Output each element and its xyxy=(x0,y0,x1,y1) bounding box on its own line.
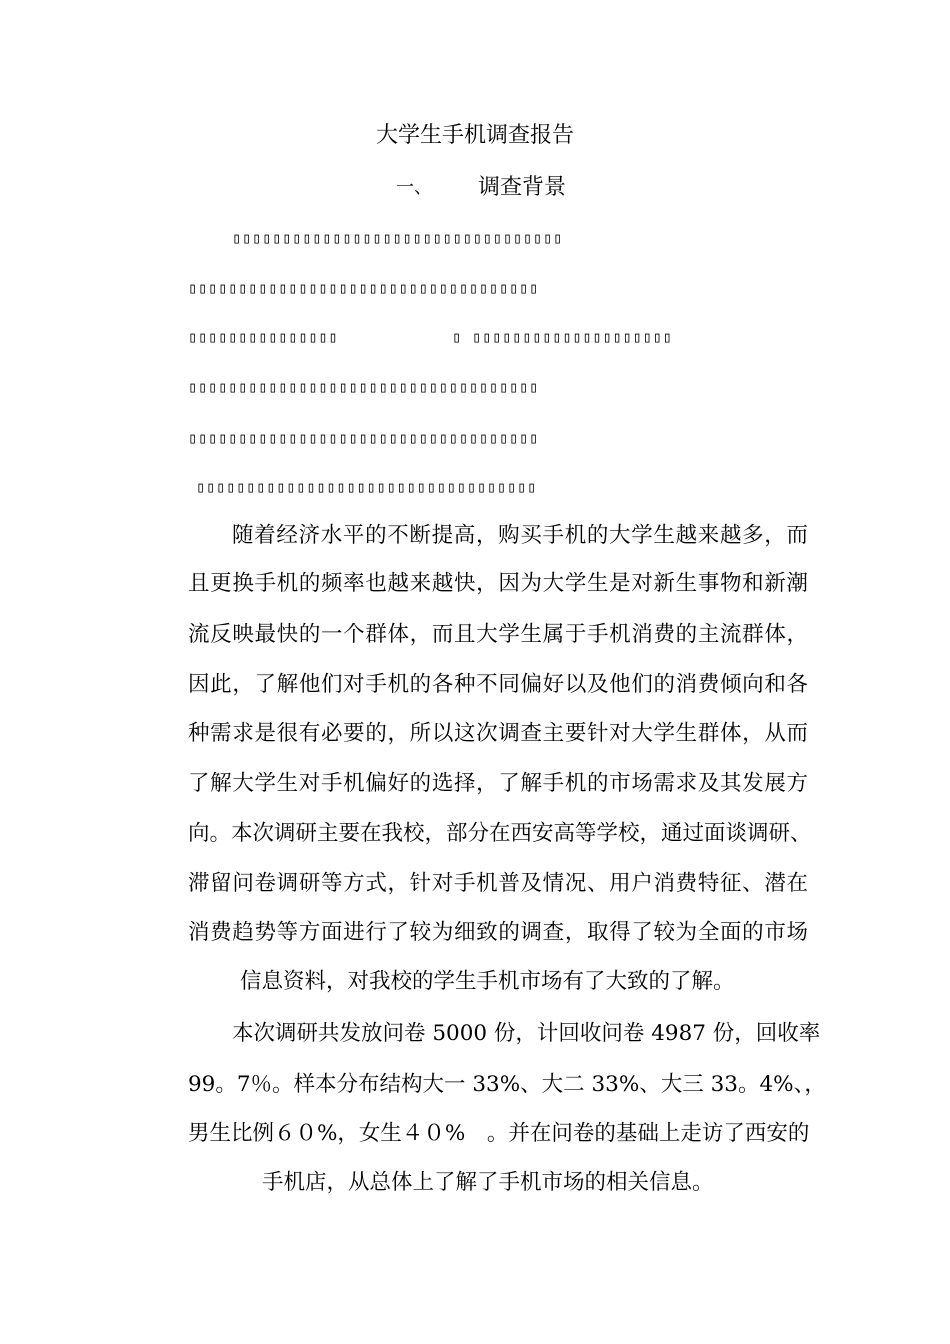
paragraph-line: 种需求是很有必要的，所以这次调查主要针对大学生群体，从而 xyxy=(188,721,808,746)
paragraph-line: 了解大学生对手机偏好的选择，了解手机的市场需求及其发展方 xyxy=(188,771,808,796)
section-number: 一、 xyxy=(396,177,432,198)
paragraph-line: 男生比例６０%，女生４０% 。并在问卷的基础上走访了西安的 xyxy=(188,1121,810,1146)
paragraph-line: 滞留问卷调研等方式，针对手机普及情况、用户消费特征、潜在 xyxy=(188,871,808,896)
paragraph-line: 信息资料，对我校的学生手机市场有了大致的了解。 xyxy=(240,969,735,994)
paragraph-line: 消费趋势等方面进行了较为细致的调查，取得了较为全面的市场 xyxy=(188,920,808,945)
garbled-line: ▯▯▯▯▯▯▯▯▯▯▯▯▯▯▯▯▯▯▯▯▯▯▯▯▯▯▯▯▯▯▯▯▯▯▯ xyxy=(188,429,540,447)
section-title: 调查背景 xyxy=(478,175,567,200)
garbled-line: ▯▯▯▯▯▯▯▯▯▯▯▯▯▯▯▯▯▯▯▯▯▯▯▯▯▯▯▯▯▯▯▯▯▯▯ xyxy=(188,279,540,297)
paragraph-line: 流反映最快的一个群体，而且大学生属于手机消费的主流群体， xyxy=(188,622,808,647)
paragraph-line: 随着经济水平的不断提高，购买手机的大学生越来越多，而 xyxy=(232,523,808,548)
garbled-line: ▯▯▯▯▯▯▯▯▯▯▯▯▯▯▯▯▯▯▯▯▯▯▯▯▯▯▯▯▯▯▯▯▯▯ xyxy=(196,478,538,496)
garbled-line: ▯▯▯▯▯▯▯▯▯▯▯▯▯▯▯▯▯▯▯▯▯▯▯▯▯▯▯▯▯▯▯▯▯▯▯ xyxy=(188,378,540,396)
paragraph-line: 因此，了解他们对手机的各种不同偏好以及他们的消费倾向和各 xyxy=(188,672,808,697)
paragraph-line: 本次调研共发放问卷 5000 份，计回收问卷 4987 份，回收率 xyxy=(232,1021,821,1046)
paragraph-line: 手机店，从总体上了解了手机市场的相关信息。 xyxy=(262,1170,714,1195)
paragraph-line: 且更换手机的频率也越来越快，因为大学生是对新生事物和新潮 xyxy=(188,571,808,596)
paragraph-line: 向。本次调研主要在我校，部分在西安高等学校，通过面谈调研、 xyxy=(188,821,812,846)
garbled-line: ▯▯▯▯▯▯▯▯▯▯▯▯▯▯▯▯▯▯▯▯▯▯▯▯▯▯▯▯▯▯▯▯▯ xyxy=(232,229,564,247)
paragraph-line: 99。7％。样本分布结构大一 33%、大二 33%、大三 33。4%、， xyxy=(188,1072,826,1097)
garbled-line: ▯▯▯▯▯▯▯▯▯▯▯▯▯▯▯ xyxy=(188,328,339,346)
document-title: 大学生手机调查报告 xyxy=(375,123,574,148)
garbled-line: ▯ ▯▯▯▯▯▯▯▯▯▯▯▯▯▯▯▯▯▯▯▯ xyxy=(452,328,673,346)
